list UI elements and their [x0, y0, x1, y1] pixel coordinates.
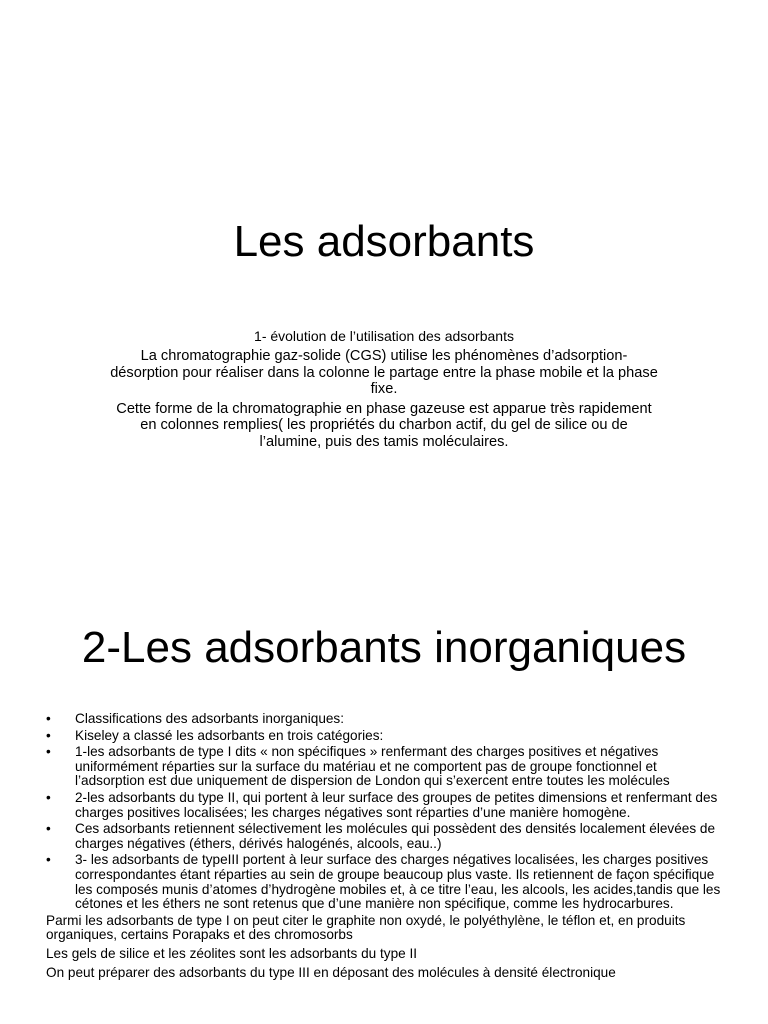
- list-item: [46, 822, 726, 851]
- section-heading: [110, 328, 658, 344]
- paragraph: On peut préparer des adsorbants du type III en déposant des molécules à densité électronique: [46, 964, 616, 980]
- bullet-icon: •: [46, 821, 51, 837]
- paragraph: Parmi les adsorbants de type I on peut citer le graphite non oxydé, le polyéthylène, le téflon et, en produits organiques, certains Porapaks et des chromosorbs: [46, 912, 686, 943]
- paragraph: La chromatographie gaz-solide (CGS) utilise les phénomènes d’adsorption-désorption pour réaliser dans la colonne le partage entre la phase mobile et la phase fixe.: [110, 348, 658, 397]
- bullet-icon: •: [46, 711, 51, 726]
- list-item-text: Kiseley a classé les adsorbants en trois catégories:: [75, 727, 384, 743]
- list-item-text: 1-les adsorbants de type I dits « non spécifiques » renfermant des charges positives et négatives uniformément réparties sur la surface du matériau et ne comportent pas de groupe fonctionnel et l’adsorption est due uniquement de dispersion de London qui s’exercent entre toutes les molécules: [75, 744, 670, 789]
- list-item-text: Ces adsorbants retiennent sélectivement les molécules qui possèdent des densités localement élevées de charges négatives (éthers, dérivés halogénés, alcools, eau..): [75, 821, 716, 851]
- list-item: [46, 791, 726, 820]
- list-item: [46, 729, 726, 744]
- list-item: [46, 712, 726, 727]
- bullet-icon: •: [46, 852, 51, 868]
- bullet-list: [46, 712, 726, 912]
- list-item-text: 3- les adsorbants de typeIII portent à leur surface des charges négatives localisées, les charges positives correspondantes étant réparties au sein de groupe beaucoup plus vaste. Ils retiennent de façon spécifique les composés munis d’atomes d’hydrogène mobiles et, à ce titre l’eau, les alcools, les acides,tandis que les cétones et les éthers ne sont retenus que d’une manière non spécifique, comme les hydrocarbures.: [75, 852, 721, 912]
- paragraph: Cette forme de la chromatographie en phase gazeuse est apparue très rapidement en colonnes remplies( les propriétés du charbon actif, du gel de silice ou de l’alumine, puis des tamis moléculaires.: [116, 401, 652, 450]
- section-heading-text: - évolution de l’utilisation des adsorbants: [261, 328, 514, 344]
- list-item-text: Classifications des adsorbants inorganiques:: [75, 711, 345, 726]
- bullet-icon: •: [46, 727, 51, 743]
- list-item-text: 2-les adsorbants du type II, qui portent à leur surface des groupes de petites dimensions et renfermant des charges positives localisées; les charges négatives sont réparties d’une manière homogène.: [75, 789, 718, 820]
- slide-body: [110, 328, 658, 454]
- slide-title: Les adsorbants: [233, 217, 535, 266]
- bullet-icon: •: [46, 789, 51, 805]
- section-heading-number: 1: [254, 328, 262, 344]
- slide-title: 2-Les adsorbants inorganiques: [81, 623, 687, 672]
- list-item: [46, 745, 726, 789]
- slide-body: [46, 712, 726, 984]
- slide-2: [0, 600, 768, 1024]
- bullet-icon: •: [46, 744, 51, 760]
- paragraph: Les gels de silice et les zéolites sont les adsorbants du type II: [46, 945, 418, 961]
- list-item: [46, 853, 726, 911]
